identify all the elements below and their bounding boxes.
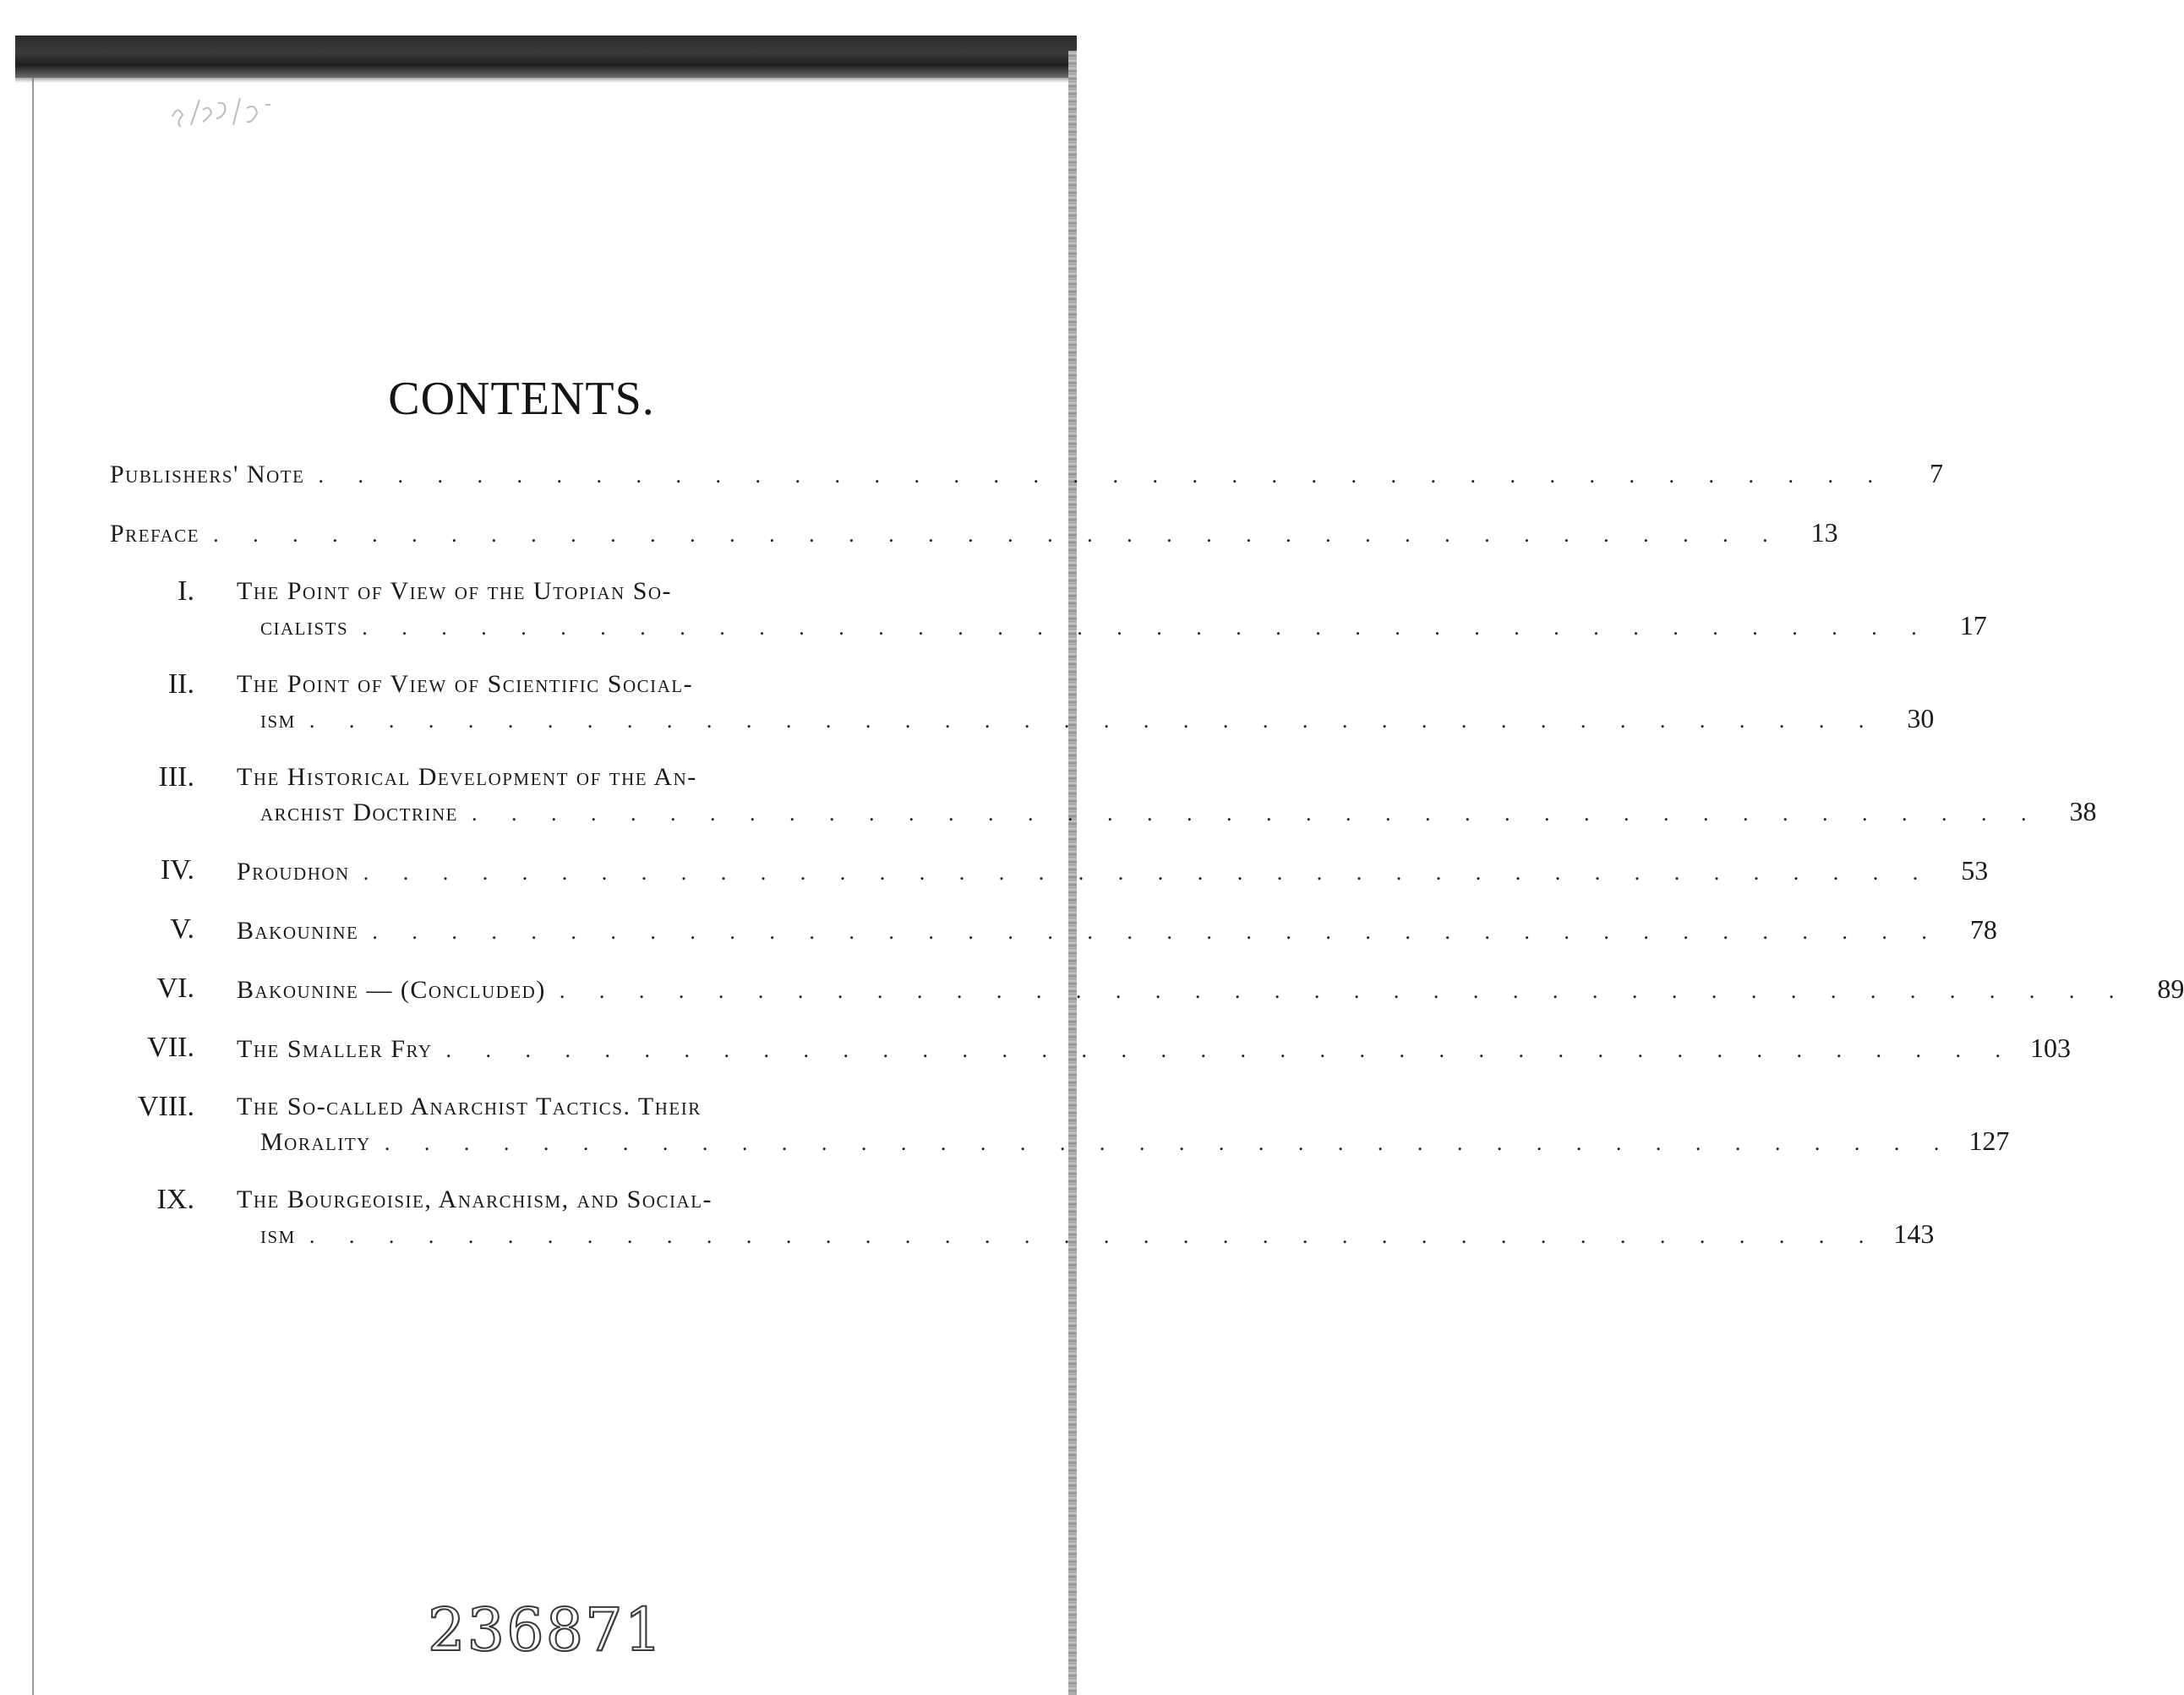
chapter-title: The Historical Development of the An- — [237, 763, 697, 791]
chapter-title: Preface — [110, 520, 200, 548]
leader-dots: . . . . . . . . . . . . . . . . . . . . . . . . . . . . . . . . . . . . . . . . — [363, 860, 1933, 885]
toc-entry — [144, 1031, 2072, 1067]
chapter-title: The So-called Anarchist Tactics. Their — [237, 1093, 702, 1120]
scan-top-edge — [15, 35, 1077, 78]
chapter-title: Bakounine — [237, 917, 359, 945]
page-number: 127 — [1968, 1125, 2010, 1156]
chapter-numeral: IV. — [161, 854, 194, 886]
chapter-title: Bakounine — (Concluded) — [237, 976, 546, 1004]
page-number: 38 — [2069, 796, 2097, 826]
page-number: 7 — [1929, 458, 1943, 488]
toc-entry — [110, 456, 1943, 493]
page-number: 143 — [1893, 1218, 1935, 1249]
toc-entry — [144, 1183, 1935, 1253]
scan-left-edge — [32, 78, 34, 1695]
leader-dots: . . . . . . . . . . . . . . . . . . . . . . . . . . . . . . . . . . . . . . . . — [308, 1224, 1879, 1248]
chapter-numeral: I. — [177, 575, 194, 607]
toc-entry — [144, 853, 1989, 890]
chapter-title-continued: ism — [260, 706, 296, 733]
page-number: 17 — [1959, 610, 1987, 640]
chapter-numeral: VI. — [156, 973, 194, 1004]
table-of-contents — [110, 456, 2184, 1276]
chapter-numeral: VIII. — [137, 1091, 194, 1122]
toc-entry — [144, 972, 2184, 1008]
chapter-title-continued: Morality — [260, 1128, 371, 1156]
toc-entry — [144, 913, 1997, 949]
toc-entry — [144, 760, 2097, 831]
library-stamp-number: 236871 — [428, 1595, 664, 1665]
chapter-title: The Smaller Fry — [237, 1035, 433, 1063]
page-number: 103 — [2030, 1033, 2072, 1063]
page-title — [0, 372, 1077, 426]
page-number: 13 — [1810, 517, 1838, 548]
chapter-numeral: III. — [158, 761, 194, 793]
chapter-title-continued: archist Doctrine — [260, 798, 459, 826]
toc-entry — [144, 668, 1935, 738]
leader-dots: . . . . . . . . . . . . . . . . . . . . . . . . . . . . . . . . . . . . . . . . — [559, 978, 2129, 1003]
page-title-text: CONTENTS. — [388, 373, 655, 425]
toc-entry — [144, 575, 1987, 645]
leader-dots: . . . . . . . . . . . . . . . . . . . . . . . . . . . . . . . . . . . . . . . . — [213, 522, 1783, 547]
page-number: 78 — [1969, 914, 1997, 945]
leader-dots: . . . . . . . . . . . . . . . . . . . . . . . . . . . . . . . . . . . . . . . . — [384, 1131, 1954, 1155]
page-number: 30 — [1907, 703, 1935, 733]
chapter-title-continued: cialists — [260, 613, 349, 640]
leader-dots: . . . . . . . . . . . . . . . . . . . . . . . . . . . . . . . . . . . . . . . . — [362, 615, 1931, 640]
chapter-title: The Point of View of Scientific Social- — [237, 670, 694, 698]
chapter-title-continued: ism — [260, 1221, 296, 1249]
chapter-numeral: VII. — [147, 1032, 194, 1063]
chapter-title: Proudhon — [237, 858, 350, 886]
leader-dots: . . . . . . . . . . . . . . . . . . . . . . . . . . . . . . . . . . . . . . . . — [318, 463, 1887, 488]
leader-dots: . . . . . . . . . . . . . . . . . . . . . . . . . . . . . . . . . . . . . . . . — [372, 919, 1941, 944]
leader-dots: . . . . . . . . . . . . . . . . . . . . . . . . . . . . . . . . . . . . . . . . — [472, 801, 2041, 826]
chapter-title: The Point of View of the Utopian So- — [237, 577, 673, 605]
page-number: 53 — [1961, 855, 1989, 886]
chapter-numeral: II. — [167, 668, 194, 700]
page-number: 89 — [2157, 973, 2184, 1004]
leader-dots: . . . . . . . . . . . . . . . . . . . . . . . . . . . . . . . . . . . . . . . . — [308, 708, 1879, 733]
toc-entry — [110, 515, 1838, 552]
chapter-numeral: V. — [170, 913, 194, 945]
toc-entry — [137, 1090, 2010, 1160]
chapter-title: The Bourgeoisie, Anarchism, and Social- — [237, 1185, 713, 1213]
pencil-annotation-mark — [166, 91, 292, 139]
chapter-title: Publishers' Note — [110, 461, 305, 488]
chapter-numeral: IX. — [156, 1184, 194, 1215]
leader-dots: . . . . . . . . . . . . . . . . . . . . . . . . . . . . . . . . . . . . . . . . — [445, 1038, 2016, 1062]
